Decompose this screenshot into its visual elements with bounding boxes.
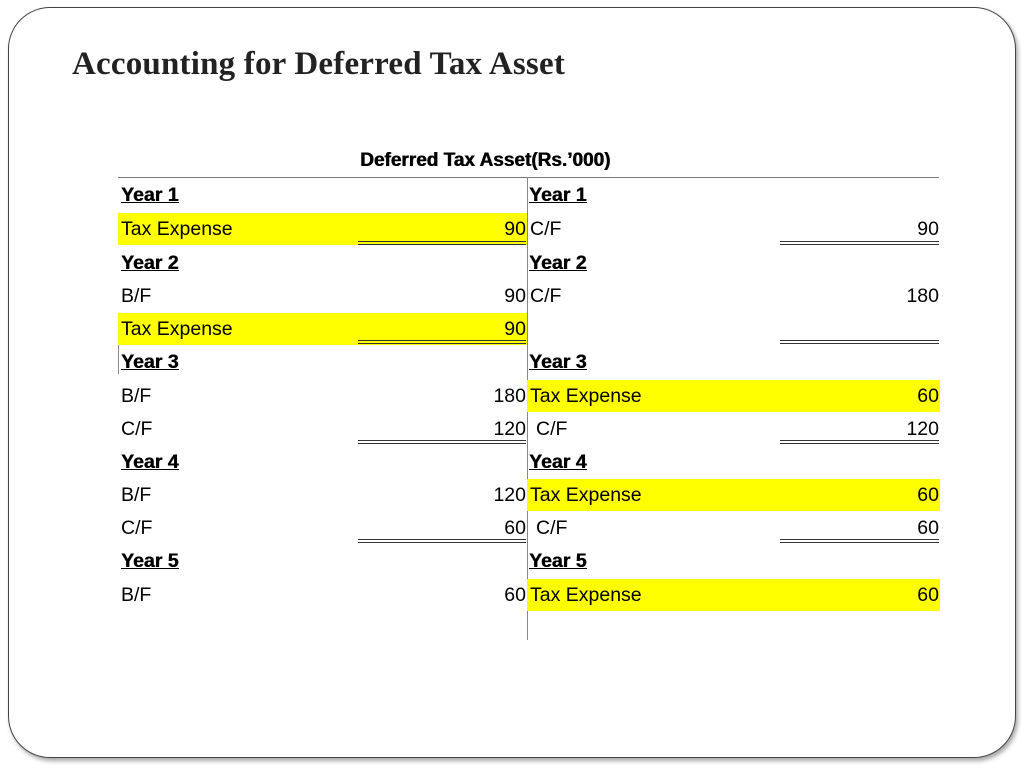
credit-year-3-total-rule [780, 440, 939, 444]
debit-year-3-heading: Year 3 [121, 351, 179, 373]
credit-year-5-heading: Year 5 [529, 550, 587, 572]
credit-year-3-entry-1-amount: 60 [780, 380, 940, 412]
debit-year-3-entry-1-amount: 180 [493, 385, 526, 407]
credit-year-3-entry-2-label: C/F [536, 418, 568, 440]
debit-year-1-heading: Year 1 [121, 184, 179, 206]
credit-year-1-total-rule [780, 241, 939, 245]
credit-year-3-entry-2-amount: 120 [906, 418, 939, 440]
debit-year-3-entry-1-label: B/F [121, 385, 152, 407]
credit-year-2-heading: Year 2 [529, 252, 587, 274]
debit-year-4-heading: Year 4 [121, 451, 179, 473]
debit-year-3-entry-2-amount: 120 [493, 418, 526, 440]
account-top-rule [118, 177, 939, 178]
debit-year-4-entry-2-label: C/F [121, 517, 153, 539]
debit-year-5-heading: Year 5 [121, 550, 179, 572]
credit-year-3-entry-1-label: Tax Expense [527, 380, 783, 412]
debit-year-2-entry-1-amount: 90 [504, 285, 526, 307]
debit-year-2-entry-2-label: Tax Expense [118, 313, 361, 345]
credit-year-2-entry-1-amount: 180 [906, 285, 939, 307]
debit-year-4-total-rule [358, 539, 526, 543]
credit-year-5-entry-1-amount: 60 [780, 579, 940, 611]
debit-year-3-total-rule [358, 440, 526, 444]
credit-year-1-heading: Year 1 [529, 184, 587, 206]
debit-year-2-entry-1-label: B/F [121, 285, 152, 307]
debit-year-2-heading: Year 2 [121, 252, 179, 274]
credit-year-4-heading: Year 4 [529, 451, 587, 473]
credit-year-4-entry-2-amount: 60 [917, 517, 939, 539]
slide-title: Accounting for Deferred Tax Asset [72, 46, 566, 82]
credit-year-5-entry-1-label: Tax Expense [527, 579, 783, 611]
credit-year-1-entry-1-label: C/F [530, 218, 562, 240]
debit-year-5-entry-1-label: B/F [121, 584, 152, 606]
credit-year-4-entry-1-label: Tax Expense [527, 479, 783, 511]
debit-year-3-entry-2-label: C/F [121, 418, 153, 440]
debit-year-4-entry-2-amount: 60 [504, 517, 526, 539]
credit-year-4-entry-2-label: C/F [536, 517, 568, 539]
debit-year-1-entry-1-label: Tax Expense [118, 213, 361, 245]
debit-year-2-entry-2-amount: 90 [358, 313, 527, 345]
debit-year-2-total-rule [358, 340, 526, 344]
debit-year-1-entry-1-amount: 90 [358, 213, 527, 245]
credit-year-2-total-rule [780, 340, 939, 344]
credit-year-4-total-rule [780, 539, 939, 543]
account-title: Deferred Tax Asset(Rs.’000) [360, 150, 611, 171]
credit-year-1-entry-1-amount: 90 [917, 218, 939, 240]
debit-year-4-entry-1-label: B/F [121, 484, 152, 506]
debit-year-1-total-rule [358, 241, 526, 245]
credit-year-3-heading: Year 3 [529, 351, 587, 373]
credit-year-2-entry-1-label: C/F [530, 285, 562, 307]
debit-year-5-entry-1-amount: 60 [504, 584, 526, 606]
debit-year-4-entry-1-amount: 120 [493, 484, 526, 506]
credit-year-4-entry-1-amount: 60 [780, 479, 940, 511]
